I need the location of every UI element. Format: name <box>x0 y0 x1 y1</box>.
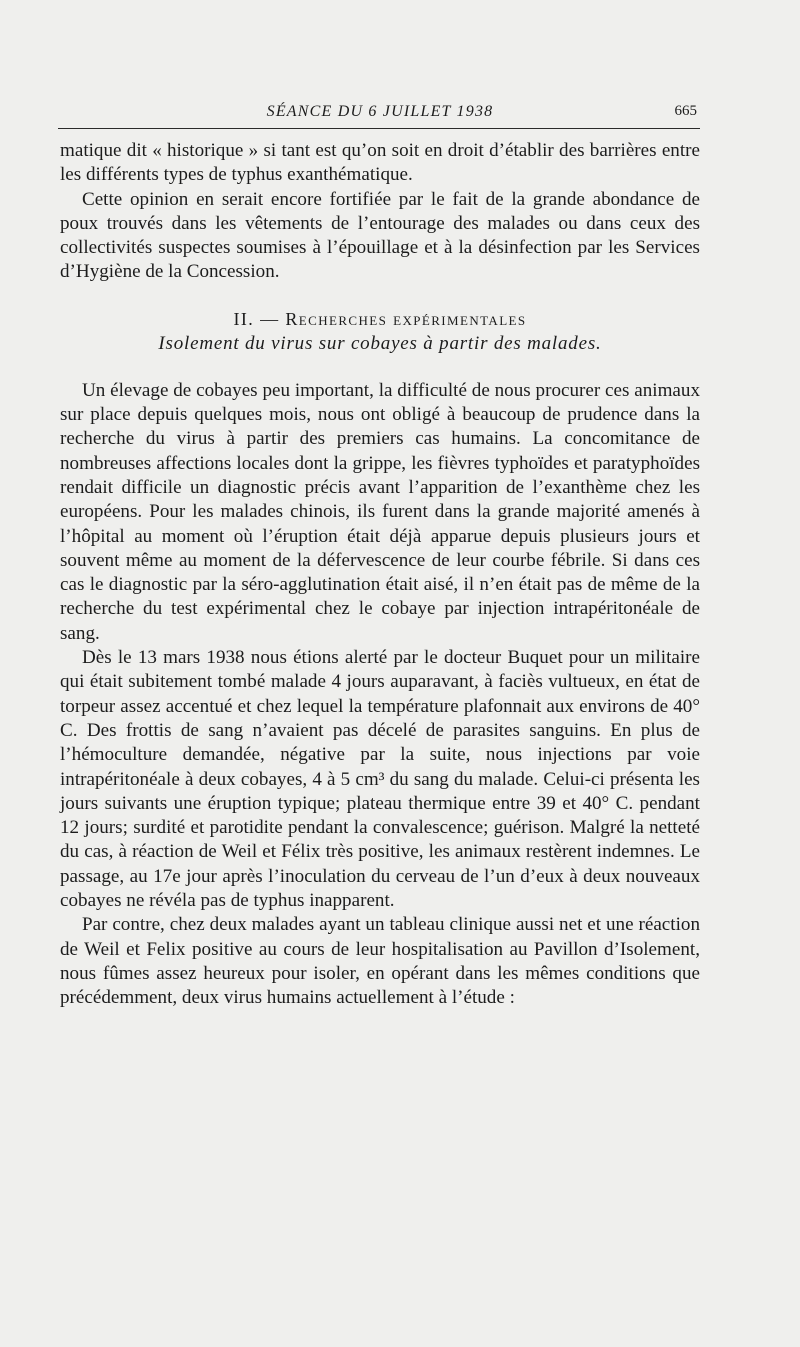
page-number: 665 <box>674 103 697 119</box>
running-title: SÉANCE DU 6 JUILLET 1938 <box>266 103 494 120</box>
header-rule <box>58 128 700 129</box>
paragraph-par-contre: Par contre, chez deux malades ayant un tableau clinique aussi net et une réaction de Weil et Felix positive au cours de leur hospitalisation au Pavillon d’Isolement, nous fûmes assez heureux pour isoler, en opérant dans les mêmes conditions que précédemment, deux virus humains actuellement à l’étude : <box>60 914 700 1009</box>
section-heading: II. — Recherches expérimentales <box>233 308 527 329</box>
body-text <box>60 139 700 1011</box>
subsection-heading: Isolement du virus sur cobayes à partir des malades. <box>158 332 602 354</box>
paragraph-opinion: Cette opinion en serait encore fortifiée par le fait de la grande abondance de poux trouvés dans les vêtements de l’entourage des malades ou dans ceux des collectivités suspectes soumises à l’épouillage et à la désinfection par les Services d’Hygiène de la Concession. <box>60 188 700 283</box>
paragraph-continuation: matique dit « historique » si tant est qu’on soit en droit d’établir des barrières entre les différents types de typhus exanthématique. <box>60 140 700 186</box>
paragraph-13-mars: Dès le 13 mars 1938 nous étions alerté par le docteur Buquet pour un militaire qui était subitement tombé malade 4 jours auparavant, à faciès vultueux, en état de torpeur assez accentué et chez lequel la température plafonnait aux environs de 40° C. Des frottis de sang n’avaient pas décelé de parasites sanguins. En plus de l’hémoculture demandée, négative par la suite, nous injections par voie intrapéritonéale à deux cobayes, 4 à 5 cm³ du sang du malade. Celui-ci présenta les jours suivants une éruption typique; plateau thermique entre 39 et 40° C. pendant 12 jours; surdité et parotidite pendant la convalescence; guérison. Malgré la netteté du cas, à réaction de Weil et Félix très positive, les animaux restèrent indemnes. Le passage, au 17e jour après l’inoculation du cerveau de l’un d’eux à deux nouveaux cobayes ne révéla pas de typhus inapparent. <box>60 647 700 912</box>
spacer <box>60 363 700 379</box>
paragraph-elevage: Un élevage de cobayes peu important, la difficulté de nous procurer ces animaux sur place depuis quelques mois, nous ont obligé à beaucoup de prudence dans la recherche du virus à partir des premiers cas humains. La concomitance de nombreuses affections locales dont la grippe, les fièvres typhoïdes et paratyphoïdes rendait difficile un diagnostic précis avant l’apparition de l’exanthème chez les européens. Pour les malades chinois, ils furent dans la grande majorité amenés à l’hôpital au moment où l’éruption était déjà apparue depuis plusieurs jours et souvent même au moment de la défervescence de leur courbe fébrile. Si dans ces cas le diagnostic par la séro-agglutination était aisé, il n’en était pas de même de la recherche du test expérimental chez le cobaye par injection intrapéritonéale de sang. <box>60 379 700 644</box>
running-head <box>60 101 700 127</box>
